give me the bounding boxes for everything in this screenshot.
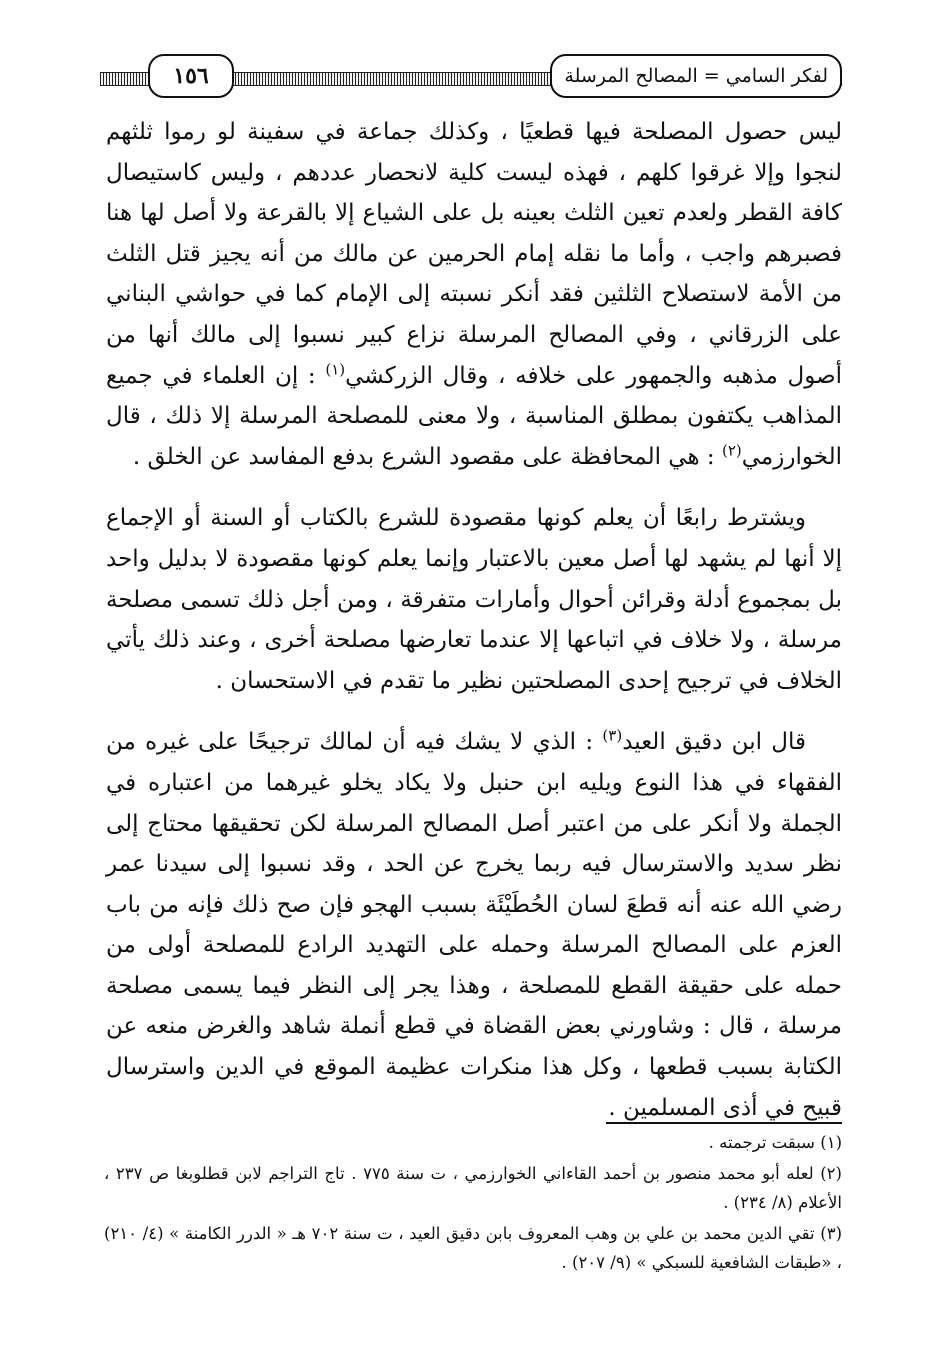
footnote-ref-1: (١) xyxy=(325,359,346,378)
paragraph-3-text-a: قال ابن دقيق العيد xyxy=(622,729,807,756)
main-text xyxy=(106,112,842,1128)
footnote-1: (١) سبقت ترجمته . xyxy=(708,1133,842,1152)
paragraph-1 xyxy=(106,112,842,477)
footnote-3: (٣) تقي الدين محمد بن علي بن وهب المعروف بابن دقيق العيد ، ت سنة ٧٠٢ هـ « الدرر الكامنة » (٤/ ٢١٠) ، «طبقات الشافعية للسبكي » (٩/ ٢٠٧) . xyxy=(104,1224,842,1272)
footnotes xyxy=(104,1128,842,1277)
running-title: لفكر السامي = المصالح المرسلة xyxy=(550,54,842,98)
paragraph-1-text-a: ليس حصول المصلحة فيها قطعيًا ، وكذلك جماعة في سفينة لو رموا ثلثهم لنجوا وإلا غرقوا كلهم ، فهذه ليست كلية لانحصار عددهم ، وليس كاستيصال كافة القطر ولعدم تعين الثلث بعينه بل على الشياع إلا بالقرعة ولا أصل لها هنا فصبرهم واجب ، وأما ما نقله إمام الحرمين عن مالك من أنه يجيز قتل الثلث من الأمة لاستصلاح الثلثين فقد أنكر نسبته إلى الإمام كما في حواشي البناني على الزرقاني ، وفي المصالح المرسلة نزاع كبير نسبوا إلى مالك أنها من أصول مذهبه والجمهور على خلافه ، وقال الزركشي xyxy=(106,119,842,389)
footnote-2: (٢) لعله أبو محمد منصور بن أحمد القاءاني الخوارزمي ، ت سنة ٧٧٥ . تاج التراجم لابن قطلوبغا ص ٢٣٧ ، الأعلام (٨/ ٢٣٤) . xyxy=(104,1164,842,1212)
footnote-ref-2: (٢) xyxy=(721,441,742,460)
paragraph-1-text-b: : إن العلماء في جميع المذاهب يكتفون بمطلق المناسبة ، ولا معنى للمصلحة المرسلة إلا ذلك ، قال الخوارزمي xyxy=(106,362,842,470)
footnote-ref-3: (٣) xyxy=(602,726,623,745)
page-header xyxy=(100,50,842,108)
paragraph-3 xyxy=(106,722,842,1128)
paragraph-3-text-b: : الذي لا يشك فيه أن لمالك ترجيحًا على غيره من الفقهاء في هذا النوع ويليه ابن حنبل ولا يكاد يخلو غيرهما من اعتباره في الجملة ولا أنكر على من اعتبر أصل المصالح المرسلة لكن تحقيقها محتاج إلى نظر سديد والاسترسال فيه ربما يخرج عن الحد ، وقد نسبوا إلى سيدنا عمر رضي الله عنه أنه قطعَ لسان الحُطَيْئَة بسبب الهجو فإن صح ذلك فإنه من باب العزم على المصالح المرسلة وحمله على التهديد الرادع للمصلحة أولى من حمله على حقيقة القطع للمصلحة ، وهذا يجر إلى النظر فيما يسمى مصلحة مرسلة ، قال : وشاورني بعض القضاة في قطع أنملة شاهد والغرض منعه عن الكتابة بسبب قطعها ، وكل هذا منكرات عظيمة الموقع في الدين واسترسال قبيح في أذى المسلمين . xyxy=(106,729,842,1121)
page-number: ١٥٦ xyxy=(148,54,234,98)
paragraph-1-text-c: : هي المحافظة على مقصود الشرع بدفع المفاسد عن الخلق . xyxy=(132,443,722,470)
paragraph-2: ويشترط رابعًا أن يعلم كونها مقصودة للشرع بالكتاب أو السنة أو الإجماع إلا أنها لم يشهد لها أصل معين بالاعتبار وإنما يعلم كونها مقصودة لا بدليل واحد بل بمجموع أدلة وقرائن أحوال وأمارات متفرقة ، ومن أجل ذلك تسمى مصلحة مرسلة ، ولا خلاف في اتباعها إلا عندما تعارضها مصلحة أخرى ، وعند ذلك يأتي الخلاف في ترجيح إحدى المصلحتين نظير ما تقدم في الاستحسان . xyxy=(106,505,842,694)
footnote-separator xyxy=(606,1122,842,1124)
